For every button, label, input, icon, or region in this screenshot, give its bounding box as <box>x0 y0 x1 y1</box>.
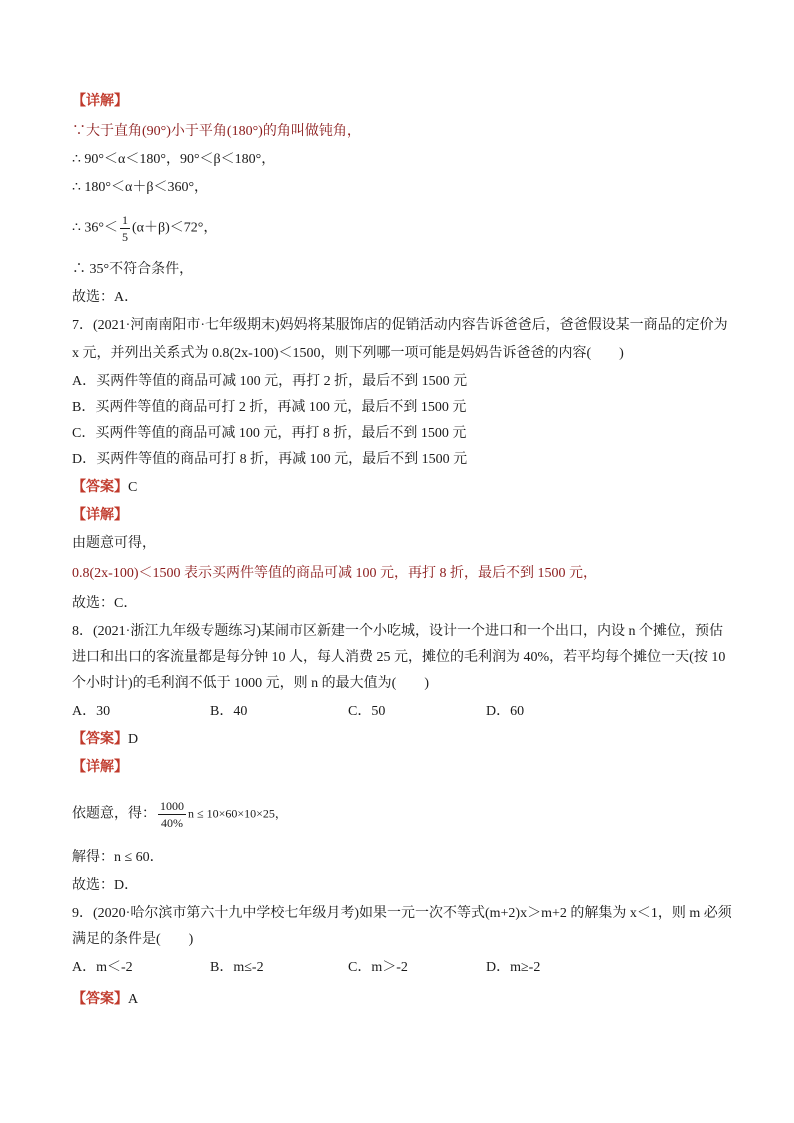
options-row <box>72 702 524 722</box>
option-d: D．60 <box>486 704 525 719</box>
detail-text: n ≤ 10×60×10×25， <box>188 806 287 821</box>
option-b: B．40 <box>210 704 248 719</box>
options-row <box>72 958 540 978</box>
detail-line: 由题意可得， <box>72 536 156 551</box>
fraction-denominator: 40% <box>161 816 183 830</box>
answer-tag: 【答案】 <box>72 480 128 495</box>
question-7-text: 7．(2021·河南南阳市·七年级期末)妈妈将某服饰店的促销活动内容告诉爸爸后，爸爸假设某一商品的定价为 <box>72 318 728 333</box>
detail-line-fraction <box>72 212 217 245</box>
detail-line: 0.8(2x-100)＜1500 表示买两件等值的商品可减 100 元，再打 8 折，最后不到 1500 元， <box>72 566 597 581</box>
detail-tag: 【详解】 <box>72 760 128 775</box>
option-a: A．30 <box>72 704 111 719</box>
detail-text: 依题意，得： <box>72 806 156 822</box>
question-7-text: x 元，并列出关系式为 0.8(2x-100)＜1500，则下列哪一项可能是妈妈告诉爸爸的内容( ) <box>72 346 624 361</box>
answer-value: D <box>128 732 139 747</box>
answer-value: C <box>128 480 138 495</box>
detail-tag: 【详解】 <box>72 94 128 109</box>
question-9-text: 满足的条件是( ) <box>72 932 194 947</box>
answer-line <box>72 478 137 498</box>
question-9-text: 9．(2020·哈尔滨市第六十九中学校七年级月考)如果一元一次不等式(m+2)x＞m+2 的解集为 x＜1，则 m 必须 <box>72 906 732 921</box>
option-c: C．50 <box>348 704 386 719</box>
option-a: A．m＜-2 <box>72 960 133 975</box>
detail-line: ∴ 90°＜α＜180°，90°＜β＜180°， <box>72 152 276 167</box>
detail-line: ∵大于直角(90°)小于平角(180°)的角叫做钝角， <box>72 124 361 139</box>
detail-line: 故选：C． <box>72 596 138 611</box>
detail-line: 解得：n ≤ 60． <box>72 850 164 865</box>
answer-line <box>72 990 138 1010</box>
option-a: A．买两件等值的商品可减 100 元，再打 2 折，最后不到 1500 元 <box>72 374 468 389</box>
detail-line: ∴ 180°＜α＋β＜360°， <box>72 180 209 195</box>
option-c: C．买两件等值的商品可减 100 元，再打 8 折，最后不到 1500 元 <box>72 426 467 441</box>
fraction-numerator: 1 <box>122 213 129 227</box>
option-c: C．m＞-2 <box>348 960 408 975</box>
detail-text: (α＋β)＜72°， <box>132 220 218 236</box>
answer-tag: 【答案】 <box>72 992 128 1007</box>
detail-line: ∴ 35°不符合条件， <box>72 262 194 277</box>
detail-line-fraction <box>72 798 287 831</box>
question-8-text: 进口和出口的客流量都是每分钟 10 人，每人消费 25 元，摊位的毛利润为 40%，若平均每个摊位一天(按 10 <box>72 650 726 665</box>
answer-tag: 【答案】 <box>72 732 128 747</box>
option-d: D．买两件等值的商品可打 8 折，再减 100 元，最后不到 1500 元 <box>72 452 468 467</box>
question-8-text: 8．(2021·浙江九年级专题练习)某闹市区新建一个小吃城，设计一个进口和一个出口，内设 n 个摊位，预估 <box>72 624 723 639</box>
fraction-numerator: 1000 <box>160 799 184 813</box>
detail-line: 故选：A． <box>72 290 139 305</box>
answer-value: A <box>128 992 139 1007</box>
detail-tag: 【详解】 <box>72 508 128 523</box>
fraction-denominator: 5 <box>122 230 129 244</box>
answer-line <box>72 730 138 750</box>
option-d: D．m≥-2 <box>486 960 541 975</box>
question-8-text: 个小时计)的毛利润不低于 1000 元，则 n 的最大值为( ) <box>72 676 429 691</box>
detail-text: ∴ 36°＜ <box>72 220 119 236</box>
detail-line: 故选：D． <box>72 878 139 893</box>
option-b: B．m≤-2 <box>210 960 264 975</box>
fraction <box>158 798 186 831</box>
fraction <box>120 212 130 245</box>
option-b: B．买两件等值的商品可打 2 折，再减 100 元，最后不到 1500 元 <box>72 400 467 415</box>
